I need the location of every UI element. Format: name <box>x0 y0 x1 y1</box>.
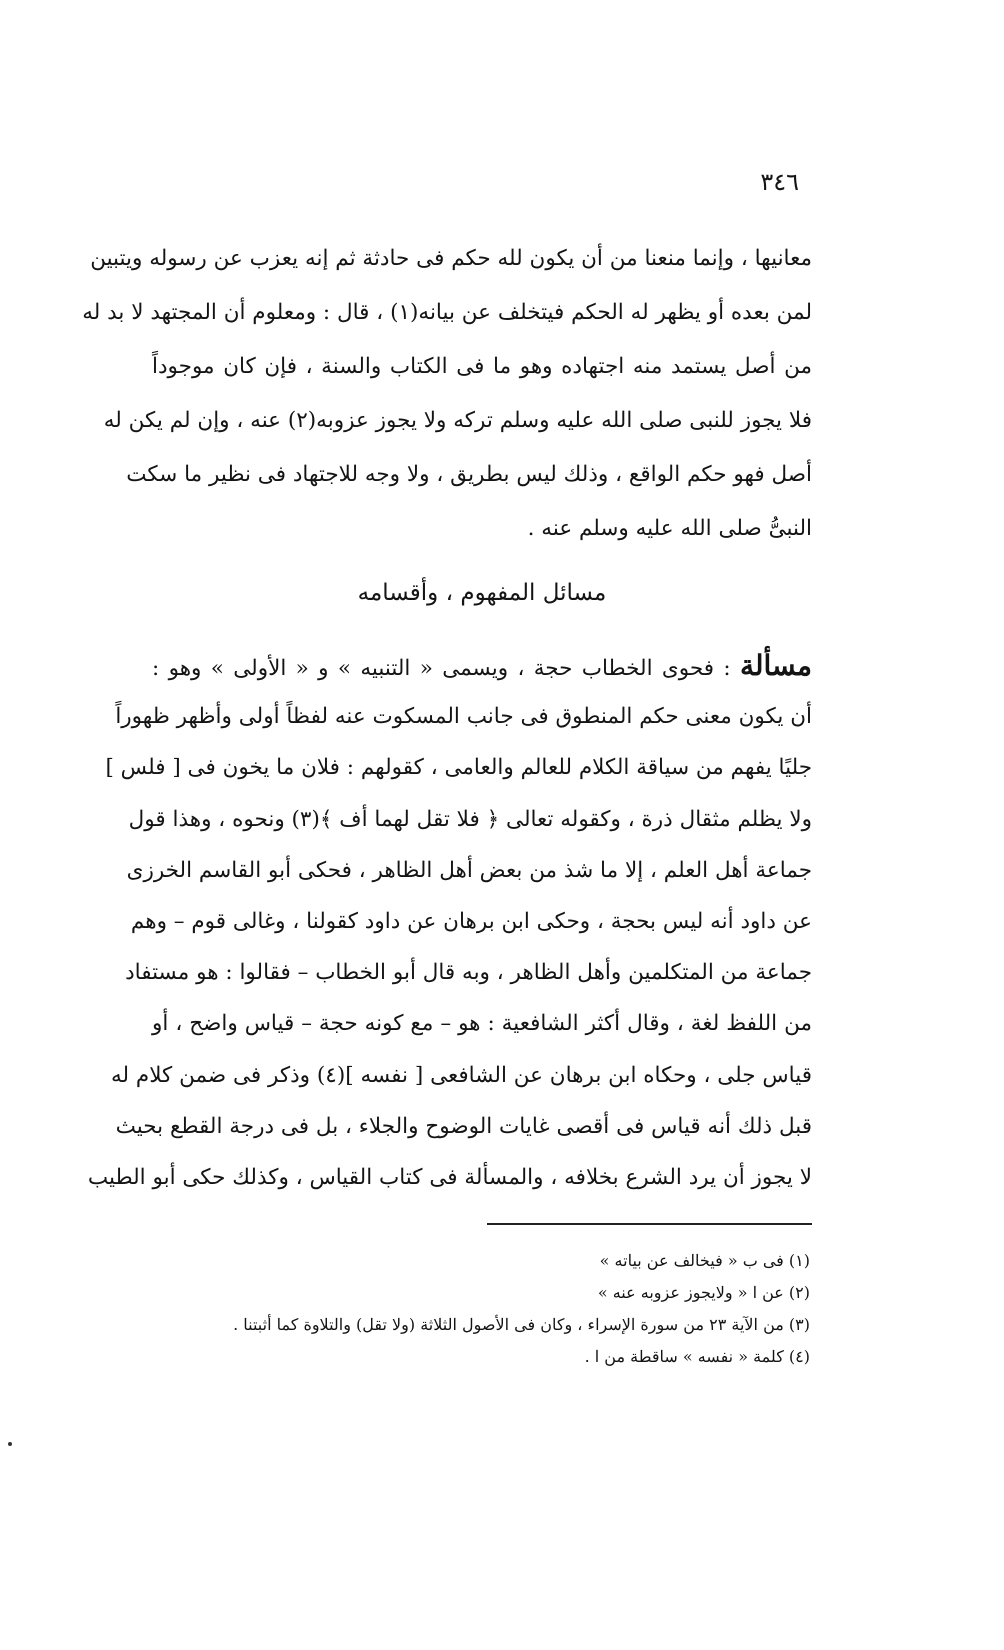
paragraph-2 <box>87 640 812 1203</box>
text-line: من اللفظ لغة ، وقال أكثر الشافعية : هو – مع كونه حجة – قياس واضح ، أو <box>152 1011 812 1037</box>
footnote: (٢) عن ا « ولايجوز عزوبه عنه » <box>597 1283 810 1302</box>
text-line: معانيها ، وإنما منعنا من أن يكون لله حكم فى حادثة ثم إنه يعزب عن رسوله ويتبين <box>90 246 812 271</box>
footnote-divider <box>487 1223 812 1225</box>
page-number: ٣٤٦ <box>760 168 799 196</box>
text-line: فلا يجوز للنبى صلى الله عليه وسلم تركه ولا يجوز عزوبه(٢) عنه ، وإن لم يكن له <box>103 408 812 433</box>
text-line: أن يكون معنى حكم المنطوق فى جانب المسكوت عنه لفظاً أولى وأظهر ظهوراً <box>115 704 812 730</box>
text-line: جماعة أهل العلم ، إلا ما شذ من بعض أهل الظاهر ، فحكى أبو القاسم الخرزى <box>126 857 812 883</box>
text-line-rest: : فحوى الخطاب حجة ، ويسمى « التنبيه » و « الأولى » وهو : <box>152 656 740 681</box>
section-heading: مسائل المفهوم ، وأقسامه <box>357 580 607 606</box>
footnotes <box>110 1245 810 1373</box>
text-line: قبل ذلك أنه قياس فى أقصى غايات الوضوح والجلاء ، بل فى درجة القطع بحيث <box>115 1113 812 1139</box>
text-line: عن داود أنه ليس بحجة ، وحكى ابن برهان عن داود كقولنا ، وغالى قوم – وهم <box>130 908 812 934</box>
text-line: من أصل يستمد منه اجتهاده وهو ما فى الكتاب والسنة ، فإن كان موجوداً <box>152 354 812 379</box>
text-line: جليًا يفهم من سياقة الكلام للعالم والعامى ، كقولهم : فلان ما يخون فى [ فلس ] <box>105 755 812 781</box>
text-line: النبىُّ صلى الله عليه وسلم عنه . <box>527 516 812 541</box>
text-line: أصل فهو حكم الواقع ، وذلك ليس بطريق ، ولا وجه للاجتهاد فى نظير ما سكت <box>126 462 812 487</box>
text-line: لا يجوز أن يرد الشرع بخلافه ، والمسألة فى كتاب القياس ، وكذلك حكى أبو الطيب <box>87 1164 812 1190</box>
text-line: ولا يظلم مثقال ذرة ، وكقوله تعالى ﴿ فلا تقل لهما أف ﴾(٣) ونحوه ، وهذا قول <box>128 806 812 832</box>
footnote: (٣) من الآية ٢٣ من سورة الإسراء ، وكان فى الأصول الثلاثة (ولا تقل) والتلاوة كما أثبتنا . <box>233 1315 810 1334</box>
scan-speck <box>8 1442 12 1446</box>
text-line: قياس جلى ، وحكاه ابن برهان عن الشافعى [ نفسه ](٤) وذكر فى ضمن كلام له <box>110 1062 812 1088</box>
text-line: جماعة من المتكلمين وأهل الظاهر ، وبه قال أبو الخطاب – فقالوا : هو مستفاد <box>125 960 812 986</box>
footnote: (٤) كلمة « نفسه » ساقطة من ا . <box>584 1347 810 1366</box>
paragraph-1 <box>82 232 812 556</box>
footnote: (١) فى ب « فيخالف عن بياته » <box>599 1251 810 1270</box>
text-line-with-label <box>152 640 812 691</box>
text-line: لمن بعده أو يظهر له الحكم فيتخلف عن بيانه(١) ، قال : ومعلوم أن المجتهد لا بد له <box>82 300 812 325</box>
masala-label: مسألة <box>739 649 812 682</box>
